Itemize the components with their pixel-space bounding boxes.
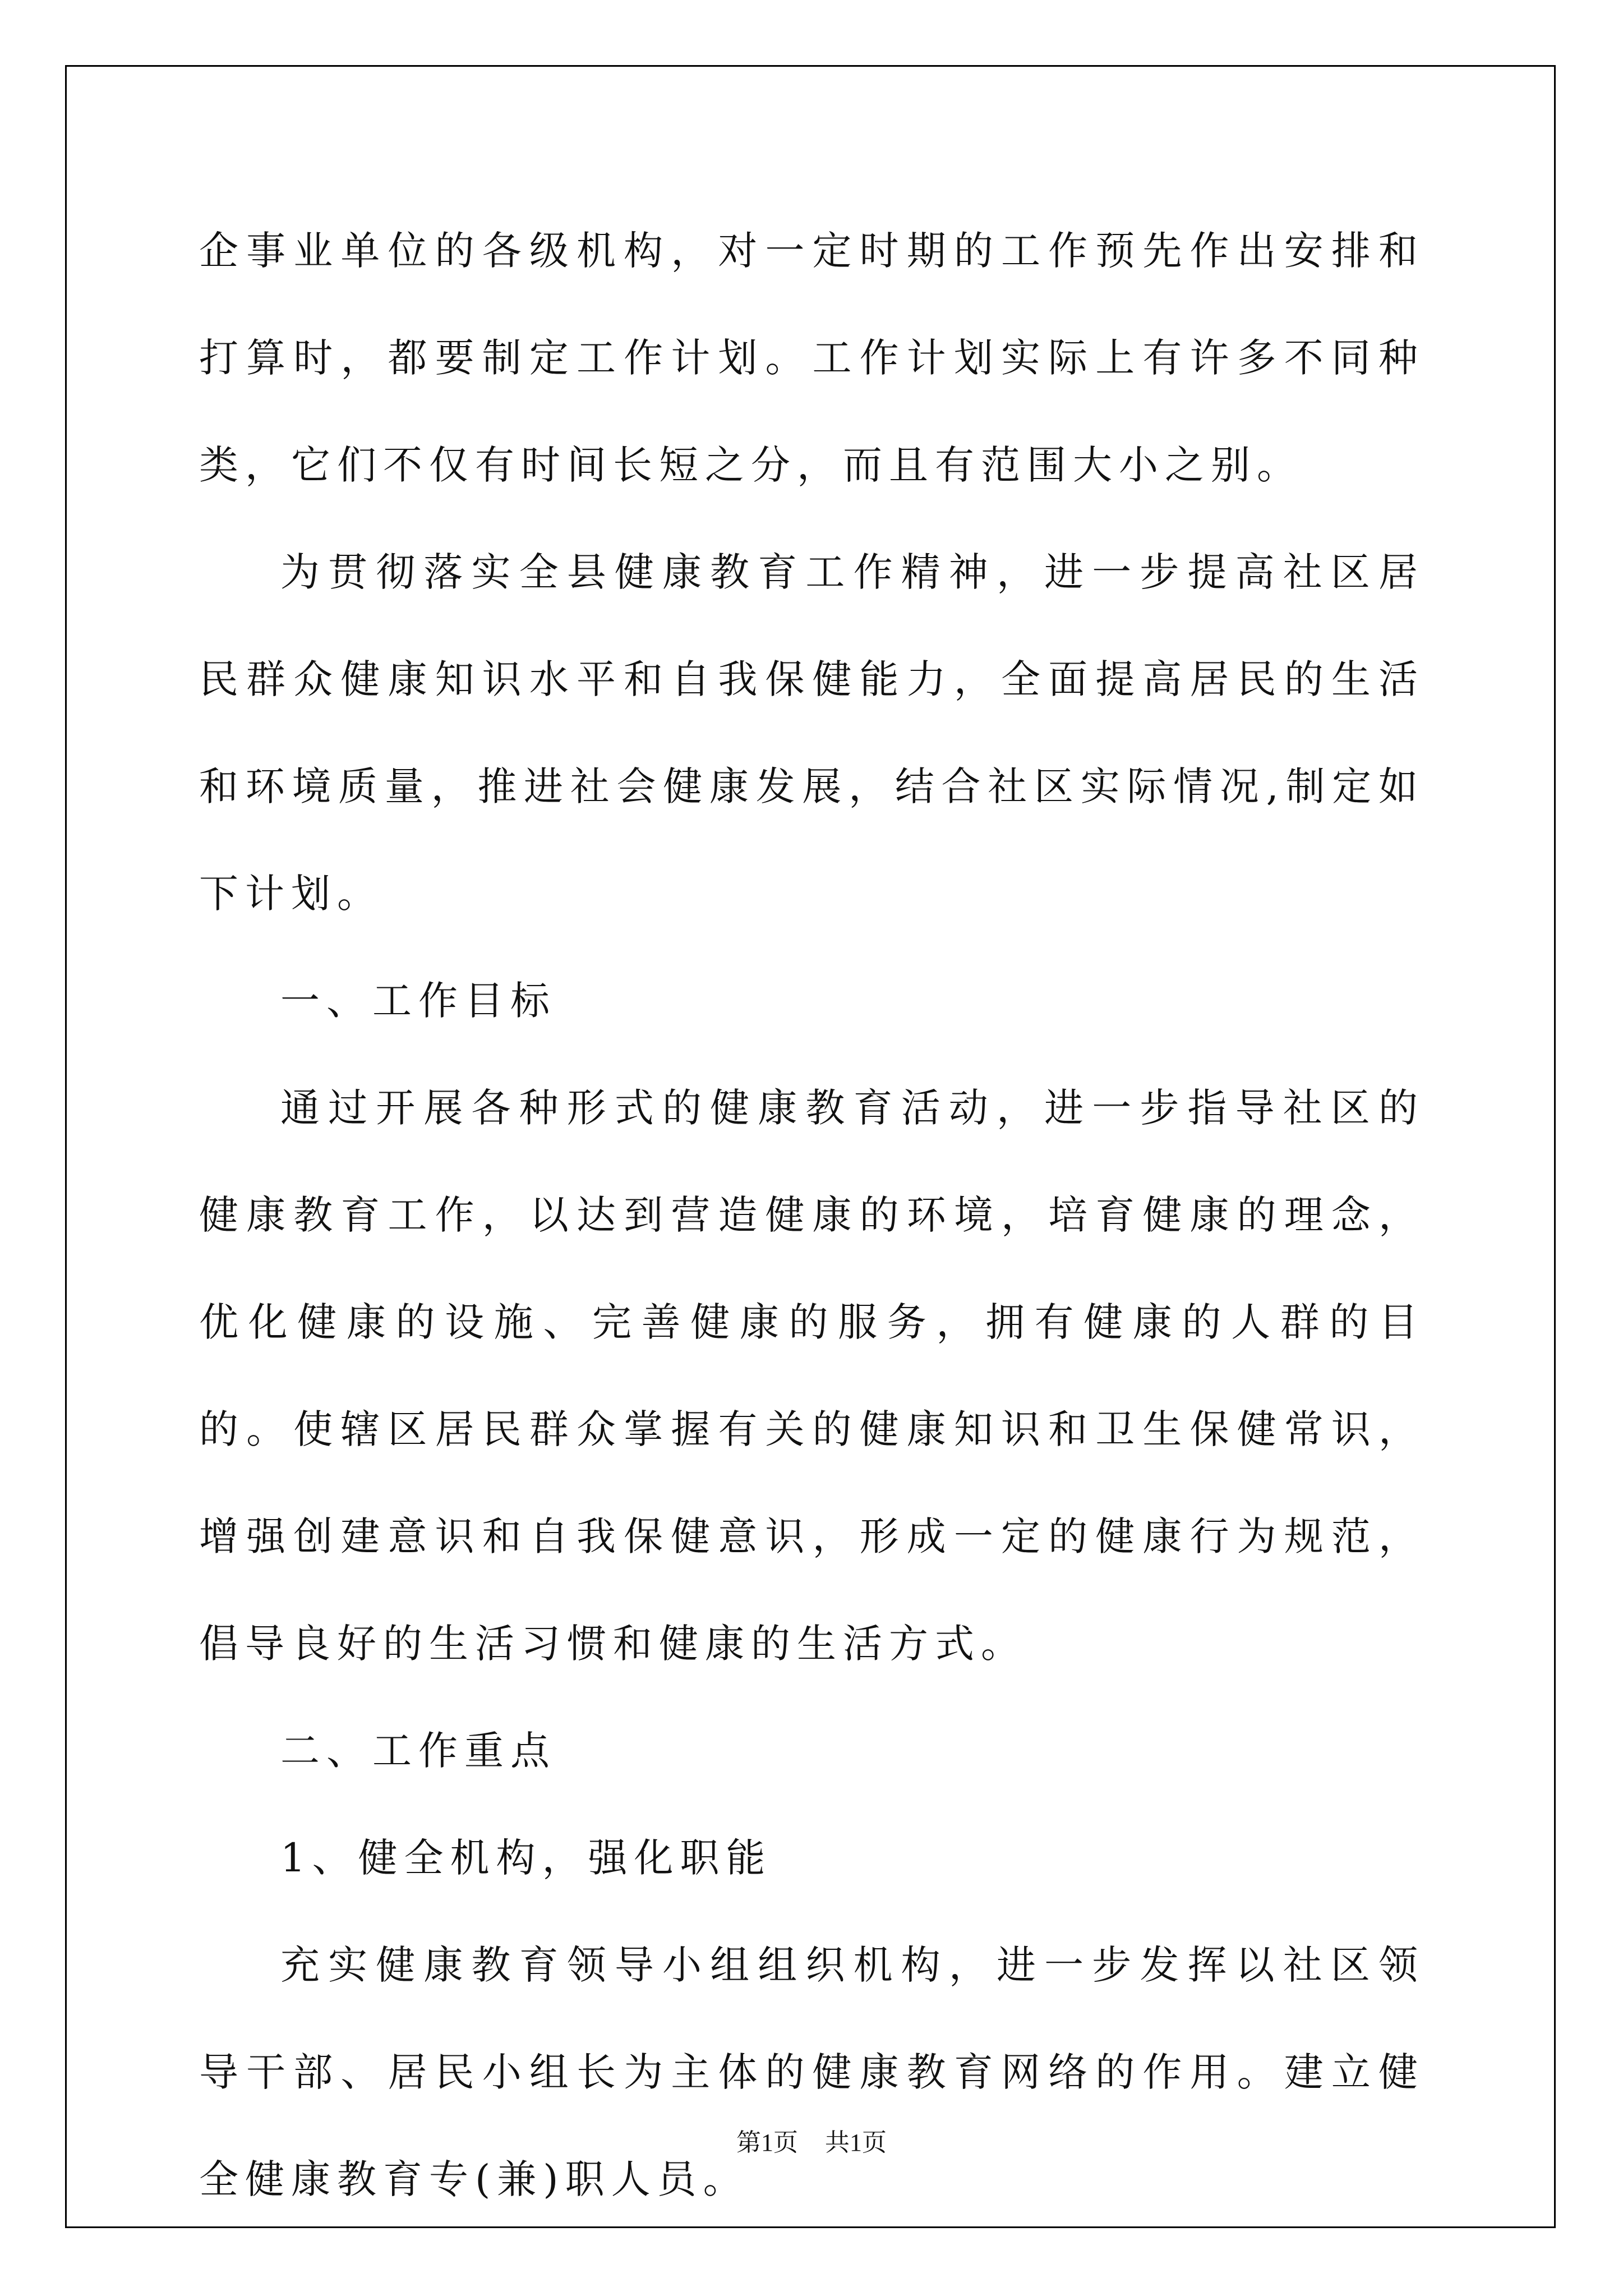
subheading-organization: 1、健全机构，强化职能 (280, 1835, 772, 1881)
paragraph-goals: 通过开展各种形式的健康教育活动，进一步指导社区的健康教育工作，以达到营造健康的环境，培育健康的理念，优化健康的设施、完善健康的服务，拥有健康的人群的目的。使辖区居民群众掌握有关的健康知识和卫生保健常识，增强创建意识和自我保健意识，形成一定的健康行为规范，倡导良好的生活习惯和健康的生活方式。 (199, 1085, 1424, 1667)
page-footer (0, 2126, 1623, 2160)
section-heading-goals: 一、工作目标 (280, 978, 556, 1024)
paragraph-intro: 企事业单位的各级机构，对一定时期的工作预先作出安排和打算时，都要制定工作计划。工作计划实际上有许多不同种类，它们不仅有时间长短之分，而且有范围大小之别。 (199, 228, 1424, 488)
document-body (199, 197, 1424, 2233)
page-number: 第1页 (736, 2129, 798, 2156)
paragraph-purpose: 为贯彻落实全县健康教育工作精神，进一步提高社区居民群众健康知识水平和自我保健能力，全面提高居民的生活和环境质量，推进社会健康发展，结合社区实际情况,制定如下计划。 (199, 549, 1424, 917)
paragraph-organization: 充实健康教育领导小组组织机构，进一步发挥以社区领导干部、居民小组长为主体的健康教育网络的作用。建立健全健康教育专(兼)职人员。 (199, 1942, 1424, 2202)
section-heading-focus: 二、工作重点 (280, 1728, 556, 1774)
page-total: 共1页 (825, 2129, 887, 2156)
